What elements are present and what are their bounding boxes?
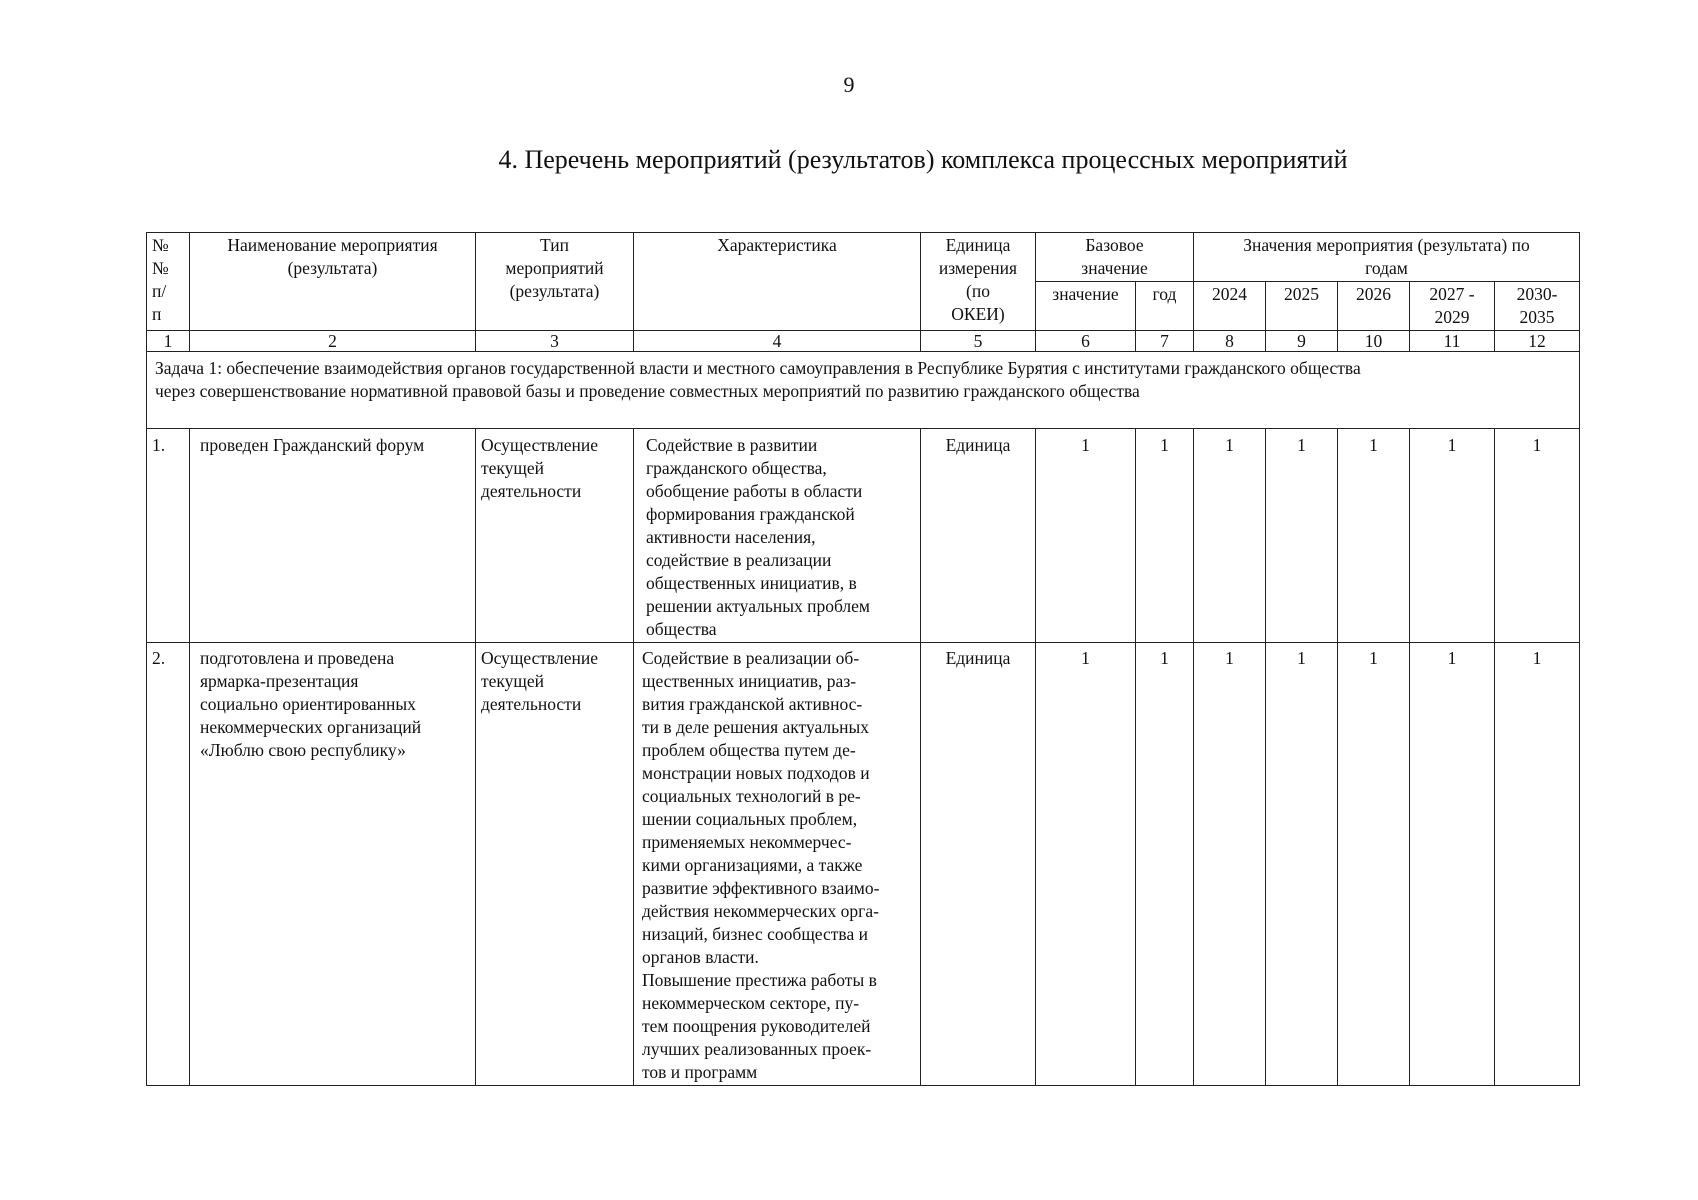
column-number: 5	[921, 331, 1036, 352]
row-value-2025: 1	[1266, 429, 1338, 643]
header-year-2030-2035: 2030- 2035	[1495, 282, 1580, 331]
header-base-year: год	[1136, 282, 1194, 331]
row-type: Осуществление текущей деятельности	[476, 429, 634, 643]
row-value-2024: 1	[1194, 643, 1266, 1086]
header-year-2027-2029: 2027 - 2029	[1410, 282, 1495, 331]
header-year-2025: 2025	[1266, 282, 1338, 331]
column-number: 8	[1194, 331, 1266, 352]
column-number: 1	[147, 331, 190, 352]
column-number: 2	[190, 331, 476, 352]
column-number: 3	[476, 331, 634, 352]
header-unit: Единица измерения (по ОКЕИ)	[921, 233, 1036, 331]
header-type: Тип мероприятий (результата)	[476, 233, 634, 331]
header-year-2026: 2026	[1338, 282, 1410, 331]
row-value-2027-2029: 1	[1410, 429, 1495, 643]
events-table	[146, 232, 1580, 1086]
row-base-year: 1	[1136, 643, 1194, 1086]
task-row	[147, 352, 1580, 429]
column-number: 12	[1495, 331, 1580, 352]
row-value-2026: 1	[1338, 429, 1410, 643]
table-row	[147, 429, 1580, 643]
header-row	[147, 233, 1580, 282]
row-value-2024: 1	[1194, 429, 1266, 643]
page-title: 4. Перечень мероприятий (результатов) комплекса процессных мероприятий	[498, 145, 1348, 174]
row-unit: Единица	[921, 429, 1036, 643]
row-value-2027-2029: 1	[1410, 643, 1495, 1086]
header-base-value: значение	[1036, 282, 1136, 331]
row-characteristic: Содействие в развитии гражданского общества, обобщение работы в области формирования гражданской активности населения, содействие в реализации общественных инициатив, в решении актуальных проблем общества	[634, 429, 921, 643]
row-name: проведен Гражданский форум	[190, 429, 476, 643]
row-unit: Единица	[921, 643, 1036, 1086]
row-base-value: 1	[1036, 643, 1136, 1086]
row-base-value: 1	[1036, 429, 1136, 643]
column-number-row	[147, 331, 1580, 352]
row-characteristic: Содействие в реализации об- щественных инициатив, раз- вития гражданской активнос- ти в деле решения актуальных проблем общества путем де- монстрации новых подходов и социальных технологий в ре- шении социальных проблем, применяемых некоммерчес- кими организациями, а также развитие эффективного взаимо- действия некоммерческих орга- низаций, бизнес сообщества и органов власти. Повышение престижа работы в некоммерческом секторе, пу- тем поощрения руководителей лучших реализованных проек- тов и программ	[634, 643, 921, 1086]
header-num: № № п/ п	[147, 233, 190, 331]
column-number: 6	[1036, 331, 1136, 352]
header-name: Наименование мероприятия (результата)	[190, 233, 476, 331]
header-characteristic: Характеристика	[634, 233, 921, 331]
row-base-year: 1	[1136, 429, 1194, 643]
column-number: 4	[634, 331, 921, 352]
column-number: 9	[1266, 331, 1338, 352]
row-name: подготовлена и проведена ярмарка-презентация социально ориентированных некоммерческих организаций «Люблю свою республику»	[190, 643, 476, 1086]
column-number: 11	[1410, 331, 1495, 352]
table-row	[147, 643, 1580, 1086]
row-type: Осуществление текущей деятельности	[476, 643, 634, 1086]
task-description: Задача 1: обеспечение взаимодействия органов государственной власти и местного самоуправления в Республике Бурятия с институтами гражданского общества через совершенствование нормативной правовой базы и проведение совместных мероприятий по развитию гражданского общества	[147, 352, 1580, 429]
header-base: Базовое значение	[1036, 233, 1194, 282]
row-value-2030-2035: 1	[1495, 643, 1580, 1086]
row-value-2026: 1	[1338, 643, 1410, 1086]
row-num: 2.	[147, 643, 190, 1086]
row-value-2030-2035: 1	[1495, 429, 1580, 643]
page-number: 9	[843, 72, 855, 97]
header-values-by-year: Значения мероприятия (результата) по годам	[1194, 233, 1580, 282]
header-year-2024: 2024	[1194, 282, 1266, 331]
row-value-2025: 1	[1266, 643, 1338, 1086]
row-num: 1.	[147, 429, 190, 643]
column-number: 7	[1136, 331, 1194, 352]
column-number: 10	[1338, 331, 1410, 352]
